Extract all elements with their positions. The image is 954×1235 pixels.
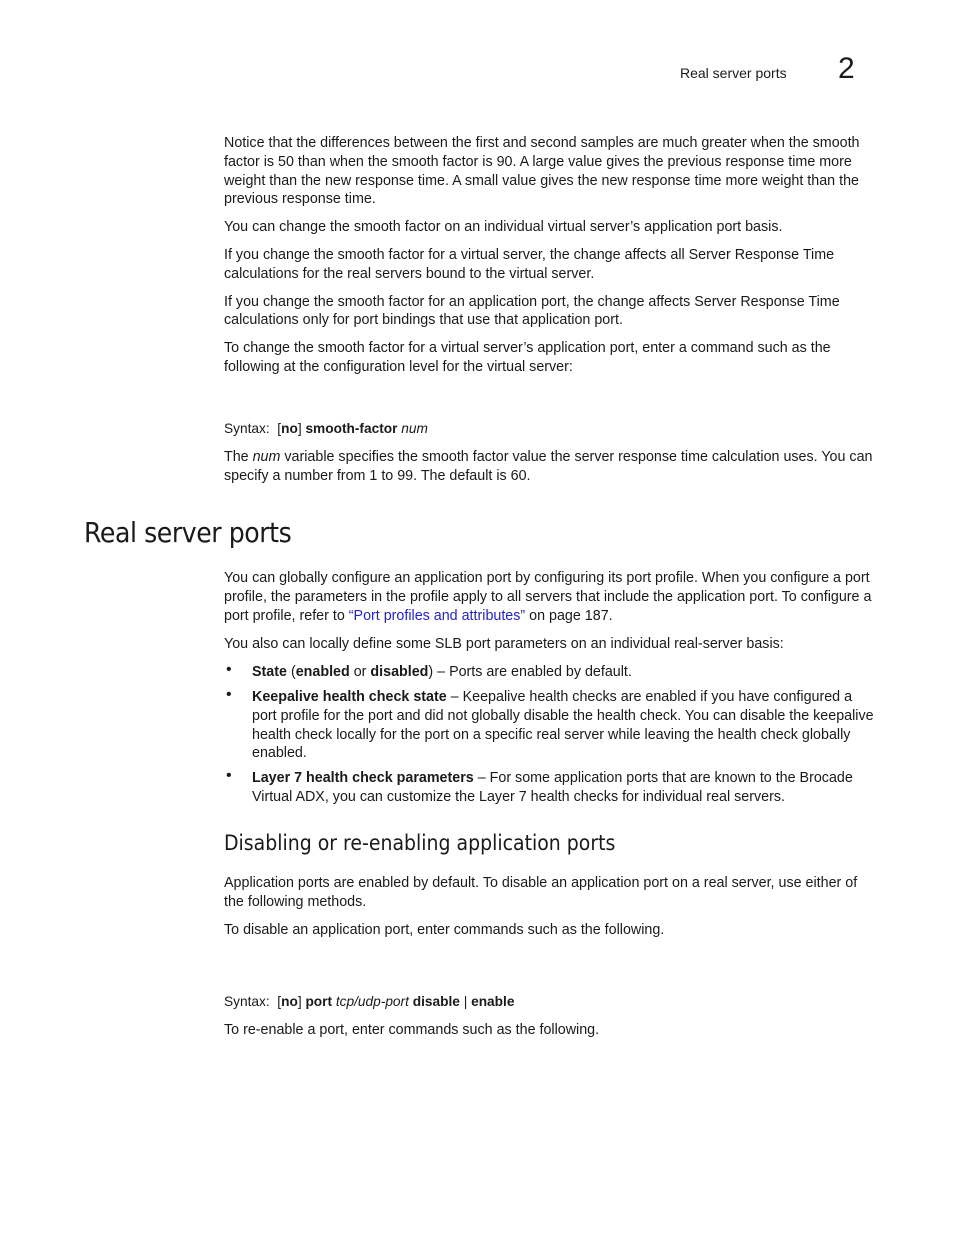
syntax-pipe: | (463, 994, 468, 1009)
bullet-term-keepalive: Keepalive health check state (252, 688, 447, 705)
syntax-no-keyword: no (281, 994, 298, 1009)
bullet-icon: • (226, 767, 232, 785)
syntax-label: Syntax: (224, 421, 270, 436)
intro-paragraph-3: If you change the smooth factor for a virtual server, the change affects all Server Response Time calculations for the real servers bound to the virtual server. (224, 246, 835, 282)
port-profiles-link[interactable]: “Port profiles and attributes” (348, 607, 526, 624)
intro-block (224, 134, 874, 377)
syntax-variable: num (401, 421, 428, 436)
syntax-smooth-factor (224, 420, 874, 438)
list-item (224, 663, 874, 682)
list-item (224, 685, 874, 763)
real-paragraph-1 (224, 569, 874, 625)
bullet-text: ) – Ports are enabled by default. (428, 664, 632, 681)
bullet-term-layer7: Layer 7 health check parameters (252, 770, 474, 787)
reenable-block (224, 1021, 874, 1040)
section-heading-disabling-ports: Disabling or re-enabling application ports (224, 831, 616, 855)
intro-paragraph-5: To change the smooth factor for a virtual server’s application port, enter a command such as the following at the configuration level for the virtual server: (224, 340, 831, 375)
syntax-port-keyword: port (305, 994, 333, 1009)
bullet-or: or (349, 664, 371, 681)
syntax-bracket-close: ] (297, 994, 302, 1009)
bullet-option-disabled: disabled (370, 664, 429, 681)
disabling-body (224, 874, 874, 939)
section-heading-real-server-ports: Real server ports (84, 516, 292, 549)
syntax-enable-keyword: enable (471, 994, 515, 1009)
num-description (224, 448, 874, 486)
bullet-paren-open: ( (286, 664, 296, 681)
disable-paragraph-2: To disable an application port, enter commands such as the following. (224, 921, 665, 938)
num-desc-after: variable specifies the smooth factor value the server response time calculation uses. You can specify a number from 1 to 99. The default is 60. (224, 449, 873, 484)
bullet-icon: • (226, 661, 232, 679)
running-header: Real server ports (680, 65, 787, 81)
syntax-bracket-close: ] (297, 421, 302, 436)
num-desc-before: The (224, 449, 253, 465)
list-item (224, 769, 874, 807)
syntax-bracket-open: [ (277, 994, 282, 1009)
syntax-label: Syntax: (224, 994, 270, 1009)
syntax-no-keyword: no (281, 421, 298, 436)
syntax-disable-keyword: disable (412, 994, 460, 1009)
disable-paragraph-1: Application ports are enabled by default. To disable an application port on a real server, use either of the following methods. (224, 875, 858, 910)
bullet-text: – Keepalive health checks are enabled if you have configured a port profile for the port and did not globally disable the health check. You can disable the keepalive health check locally for the port on a specific real server while leaving the health check globally enabled. (252, 688, 874, 762)
intro-paragraph-1: Notice that the differences between the first and second samples are much greater when the smooth factor is 50 than when the smooth factor is 90. A large value gives the previous response time more weight than the new response time. A small value gives the new response time more weight than the previous response time. (224, 135, 860, 208)
intro-paragraph-2: You can change the smooth factor on an individual virtual server’s application port basis. (224, 219, 783, 236)
syntax-variable: tcp/udp-port (335, 994, 409, 1009)
real-para1-after: on page 187. (525, 607, 613, 624)
intro-paragraph-4: If you change the smooth factor for an application port, the change affects Server Response Time calculations only for port bindings that use that application port. (224, 293, 840, 329)
real-server-ports-body (224, 569, 874, 807)
bullet-option-enabled: enabled (295, 664, 350, 681)
real-para1-text: You can globally configure an application port by configuring its port profile. When you configure a port profile, the parameters in the profile apply to all servers that include the application port. To configure a port profile, refer to (224, 570, 872, 624)
syntax-bracket-open: [ (277, 421, 282, 436)
bullet-term-state: State (252, 664, 287, 681)
bullet-icon: • (226, 685, 232, 703)
syntax-command: smooth-factor (305, 421, 398, 436)
bullet-text: – For some application ports that are known to the Brocade Virtual ADX, you can customize the Layer 7 health checks for individual real servers. (252, 770, 853, 805)
real-paragraph-2: You also can locally define some SLB port parameters on an individual real-server basis: (224, 636, 784, 653)
num-desc-variable: num (252, 449, 281, 465)
reenable-paragraph: To re-enable a port, enter commands such as the following. (224, 1022, 600, 1038)
chapter-number: 2 (838, 52, 855, 85)
parameter-list (224, 663, 874, 807)
syntax-port-disable (224, 993, 874, 1011)
